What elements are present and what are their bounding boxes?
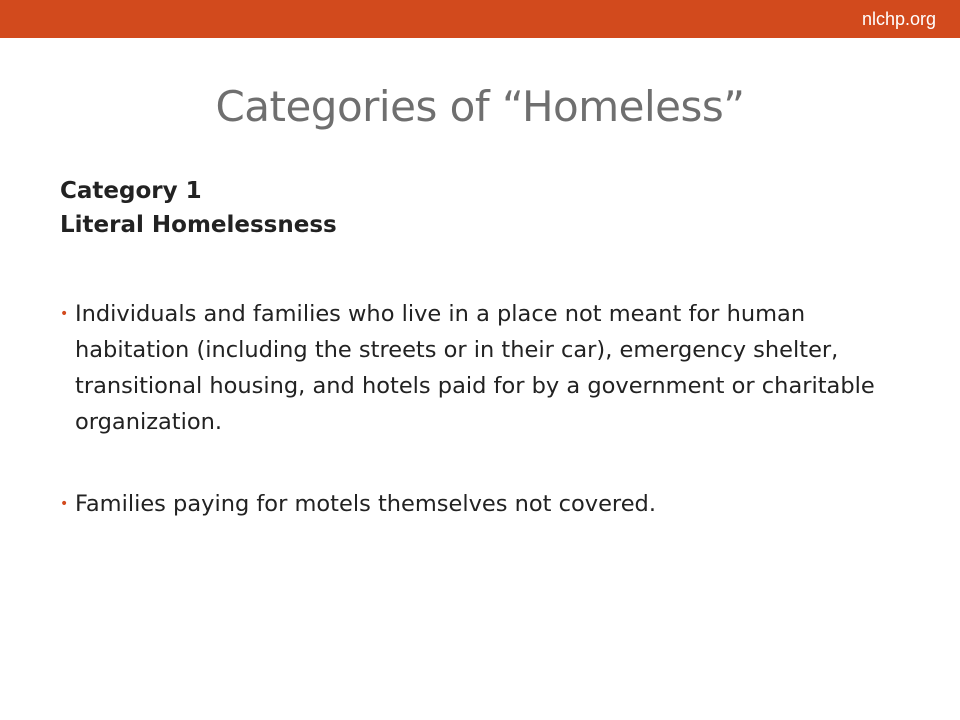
- category-label: Category 1: [60, 178, 202, 204]
- site-url: nlchp.org: [861, 9, 936, 29]
- slide-content: [60, 174, 920, 568]
- bullet-dot-icon: •: [60, 496, 69, 512]
- bullet-item: [60, 296, 920, 440]
- bullet-item: [60, 486, 920, 522]
- bullet-text: Families paying for motels themselves not covered.: [75, 491, 656, 517]
- bullet-dot-icon: •: [60, 306, 69, 322]
- category-name: Literal Homelessness: [60, 212, 337, 238]
- bullet-text: Individuals and families who live in a place not meant for human habitation (including the streets or in their car), emergency shelter, transitional housing, and hotels paid for by a government or charitable organization.: [75, 301, 875, 435]
- bullet-list: [60, 296, 920, 522]
- header-bar: [0, 0, 960, 38]
- slide-title: Categories of “Homeless”: [215, 82, 745, 131]
